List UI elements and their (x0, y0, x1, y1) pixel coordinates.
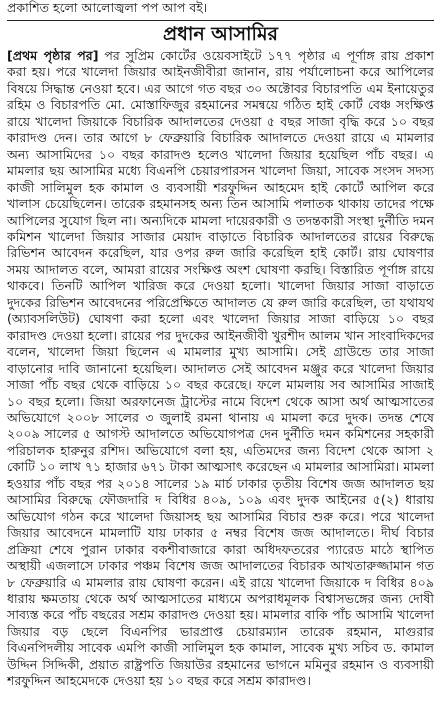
previous-article-fragment: প্রকাশিত হলো আলোজ্বলা পপ আপ বই। (7, 0, 434, 21)
article-body (7, 48, 434, 713)
article-body-text: পর সুপ্রিম কোর্টের ওয়েবসাইটে ১৭৭ পৃষ্ঠার এ পূর্ণাঙ্গ রায় প্রকাশ করা হয়। পরে খালেদা জিয়ার আইনজীবীরা জানান, রায় পর্যালোচনা করে আপিলের বিষয়ে সিদ্ধান্ত নেওয়া হবে। এর আগে গত বছর ৩০ অক্টোবর বিচারপতি এম ইনায়েতুর রহিম ও বিচারপতি মো. মোস্তাফিজুর রহমানের সমন্বয়ে গঠিত হাই কোর্ট বেঞ্চ সংক্ষিপ্ত রায়ে খালেদা জিয়াকে বিচারিক আদালতের দেওয়া ৫ বছর সাজা বৃদ্ধি করে ১০ বছর কারাদণ্ড দেন। তার আগে ৮ ফেব্রুয়ারি বিচারিক আদালতে দেওয়া রায়ে এ মামলার অন্য আসামিদের ১০ বছর কারাদণ্ড হলেও খালেদা জিয়ার হয়েছিল পাঁচ বছর। এ মামলার ছয় আসামির মধ্যে বিএনপি চেয়ারপারসন খালেদা জিয়া, সাবেক সংসদ সদস্য কাজী সালিমুল হক কামাল ও ব্যবসায়ী শরফুদ্দিন আহমেদ হাই কোর্টে আপিল করে খালাস চেয়েছিলেন। তারেক রহমানসহ অন্য তিন আসামি পলাতক থাকায় তাদের পক্ষে আপিলের সুযোগ ছিল না। অন্যদিকে মামলা দায়েরকারী ও তদন্তকারী সংস্থা দুর্নীতি দমন কমিশন খালেদা জিয়ার সাজার মেয়াদ বাড়াতে বিচারিক আদালতের রায়ের বিরুদ্ধে রিভিশন আবেদন করেছিল, যার ওপর রুল জারি করেছিল হাই কোর্ট। রায় ঘোষণার সময় আদালত বলে, আমরা রায়ের সংক্ষিপ্ত অংশ ঘোষণা করছি। বিস্তারিত পূর্ণাঙ্গ রায়ে থাকবে। তিনটি আপিল খারিজ করে দেওয়া হলো। খালেদা জিয়ার সাজা বাড়াতে দুদকের রিভিশন আবেদনের পরিপ্রেক্ষিতে আদালত যে রুল জারি করেছিল, তা যথাযথ (অ্যাবসলিউট) ঘোষণা করা হলো এবং খালেদা জিয়ার সাজা বাড়িয়ে ১০ বছর কারাদণ্ড দেওয়া হলো। রায়ের পর দুদকের আইনজীবী খুরশীদ আলম খান সাংবাদিকদের বলেন, খালেদা জিয়া ছিলেন এ মামলার মুখ্য আসামি। সেই গ্রাউন্ডে তার সাজা বাড়ানোর দাবি জানানো হয়েছিল। আদালত সেই আবেদন মঞ্জুর করে খালেদা জিয়ার সাজা পাঁচ বছর থেকে বাড়িয়ে ১০ বছর করেছে। ফলে মামলায় সব আসামির সাজাই ১০ বছর হলো। জিয়া অরফানেজ ট্রাস্টের নামে বিদেশ থেকে আসা অর্থ আত্মসাতের অভিযোগে ২০০৮ সালের ৩ জুলাই রমনা থানায় এ মামলা করে দুদক। তদন্ত শেষে ২০০৯ সালের ৫ আগস্ট আদালতে অভিযোগপত্র দেন দুর্নীতি দমন কমিশনের সহকারী পরিচালক হারুনুর রশিদ। অভিযোগে বলা হয়, এতিমদের জন্য বিদেশ থেকে আসা ২ কোটি ১০ লাখ ৭১ হাজার ৬৭১ টাকা আত্মসাৎ করেছেন এ মামলার আসামিরা। মামলা হওয়ার পাঁচ বছর পর ২০১৪ সালের ১৯ মার্চ ঢাকার তৃতীয় বিশেষ জজ আদালত ছয় আসামির বিরুদ্ধে ফৌজদারি দ বিধির ৪০৯, ১০৯ এবং দুদক আইনের ৫(২) ধারায় অভিযোগ গঠন করে খালেদা জিয়াসহ ছয় আসামির বিচার শুরু করে। পরে খালেদা জিয়ার আবেদনে মামলাটি যায় ঢাকার ৫ নম্বর বিশেষ জজ আদালতে। দীর্ঘ বিচার প্রক্রিয়া শেষে পুরান ঢাকার বকশীবাজারে কারা অধিদফতরের প্যারেড মাঠে স্থাপিত অস্থায়ী এজলাসে ঢাকার পঞ্চম বিশেষ জজ আদালতের বিচারক আখতারুজ্জামান গত ৮ ফেব্রুয়ারি এ মামলার রায় ঘোষণা করেন। এই রায়ে খালেদা জিয়াকে দ বিধির ৪০৯ ধারায় ক্ষমতায় থেকে অর্থ আত্মসাতের মাধ্যমে অপরাধমূলক বিশ্বাসভঙ্গের জন্য দোষী সাব্যস্ত করে পাঁচ বছরের সশ্রম কারাদণ্ড দেওয়া হয়। মামলার বাকি পাঁচ আসামি খালেদা জিয়ার বড় ছেলে বিএনপির ভারপ্রাপ্ত চেয়ারম্যান তারেক রহমান, মাগুরার বিএনপিদলীয় সাবেক এমপি কাজী সালিমুল হক কামাল, সাবেক মুখ্য সচিব ড. কামাল উদ্দিন সিদ্দিকী, প্রয়াত রাষ্ট্রপতি জিয়াউর রহমানের ভাগনে মমিনুর রহমান ও ব্যবসায়ী শরফুদ্দিন আহমেদকে দেওয়া হয় ১০ বছর করে সশ্রম কারাদণ্ড। (7, 48, 434, 689)
continuation-marker: [প্রথম পৃষ্ঠার পর] (7, 48, 99, 63)
article-headline: প্রধান আসামির (163, 23, 278, 45)
